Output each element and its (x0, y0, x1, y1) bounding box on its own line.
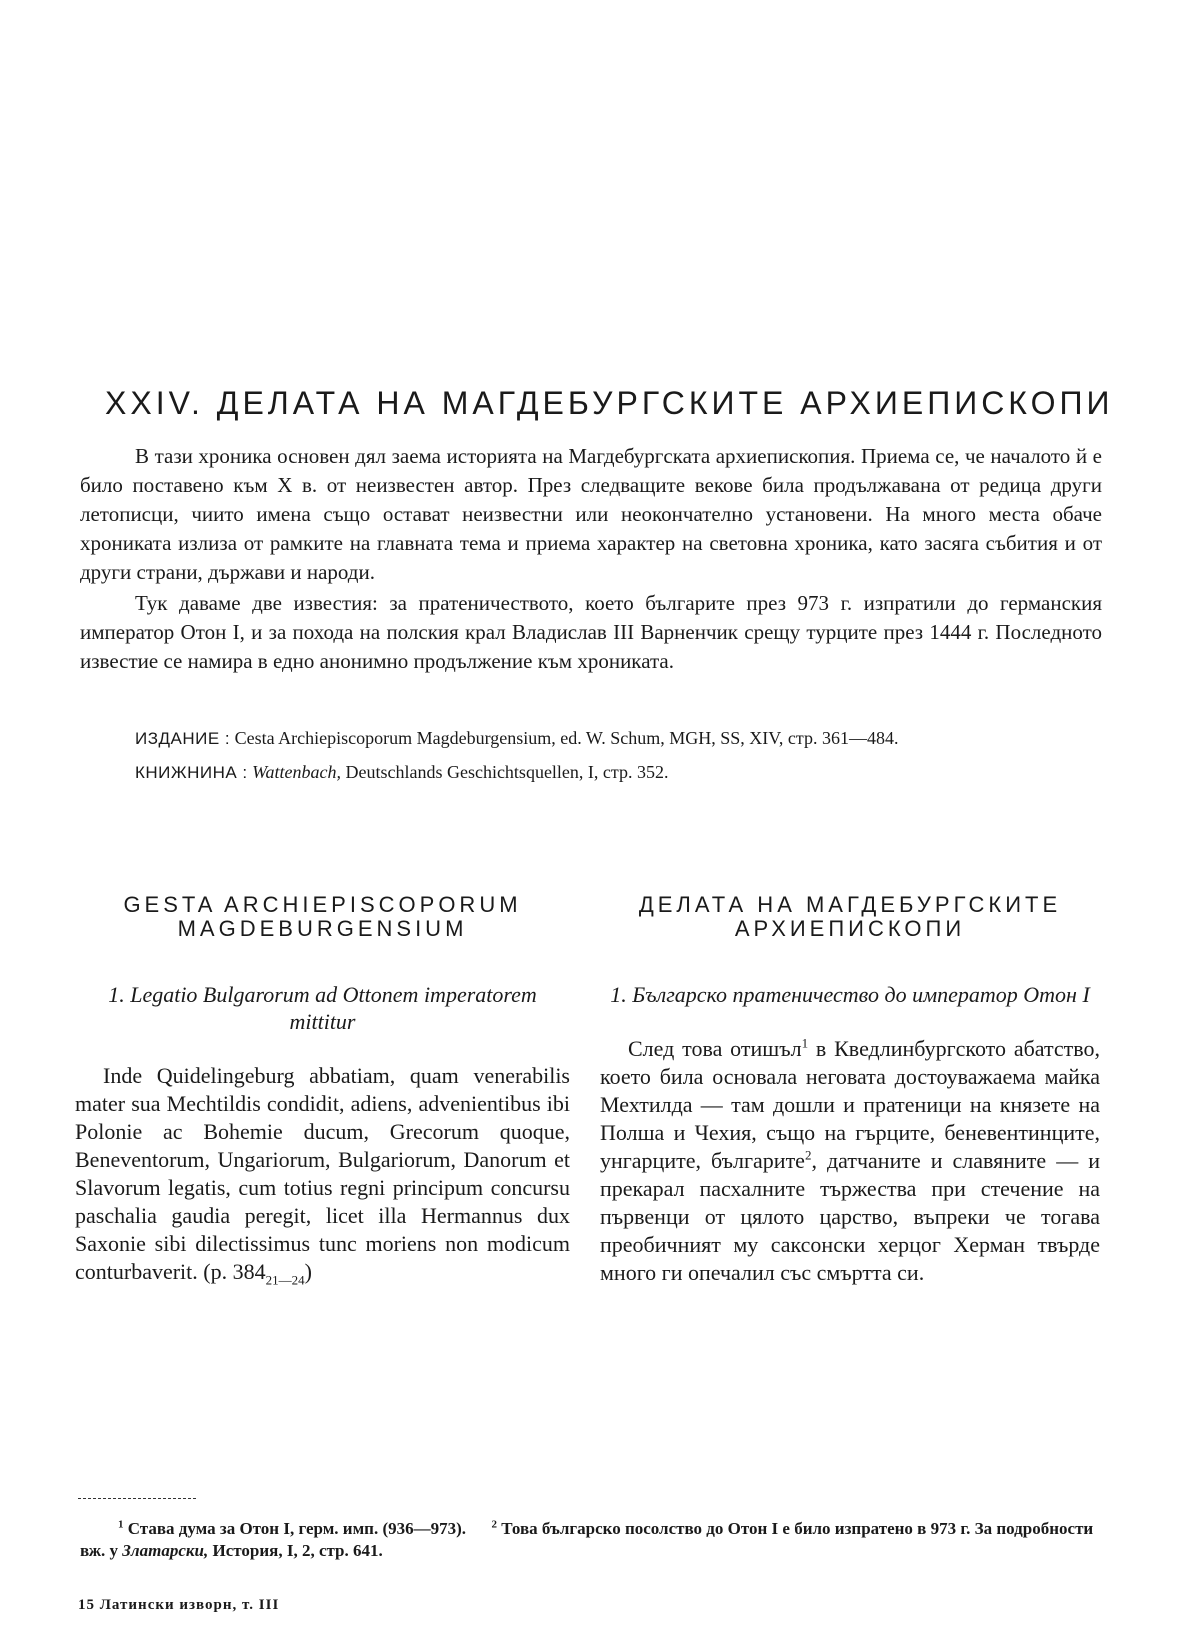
latin-text (75, 1062, 570, 1286)
footnotes (80, 1513, 1105, 1562)
chapter-title: XXIV. ДЕЛАТА НА МАГДЕБУРГСКИТЕ АРХИЕПИСКОПИ (105, 385, 1114, 421)
chapter-introduction (80, 442, 1102, 676)
footnote-text: История, I, 2, стр. 641. (208, 1540, 383, 1560)
edition-reference (135, 728, 1095, 749)
latin-citation (203, 1259, 312, 1288)
footnote-number: 2 (491, 1518, 498, 1530)
latin-column (75, 893, 570, 1286)
footnote-divider (78, 1498, 196, 1499)
bulgarian-body: След това отишъл (628, 1036, 802, 1061)
running-footer: 15 Латински изворн, т. III (78, 1597, 280, 1613)
latin-heading-line: MAGDEBURGENSIUM (177, 916, 468, 941)
footnote-marker[interactable]: 2 (804, 1147, 812, 1163)
intro-paragraph: В тази хроника основен дял заема историята на Магдебургската архиепископия. Приема се, че началото й е било поставено към X в. от неизвестен автор. През следващите векове била продължавана от редица други летописци, чиито имена също остават неизвестни или неокончателно установени. На много места обаче хрониката излиза от рамките на главната тема и приема характер на световна хроника, като засяга събития и от други страни, държави и народи. (80, 444, 1102, 584)
bulgarian-body: , датчаните и славяните — и прекарал пасхалните тържества при стечение на първенци от цялото царство, въпреки че тогава преобичният му саксонски херцог Херман твърде много ги опечалил със смъртта си. (600, 1148, 1100, 1285)
citation-suffix: ) (304, 1259, 312, 1284)
citation-lines: 21—24 (265, 1272, 305, 1288)
bulgarian-column-heading (600, 893, 1100, 941)
footnote-text: Става дума за Отон I, герм. имп. (936—973). (127, 1518, 467, 1538)
intro-paragraph: Тук даваме две известия: за пратеничеството, което българите през 973 г. изпратили до германския император Отон I, и за похода на полския крал Владислав III Варненчик срещу турците през 1444 г. Последното известие се намира в едно анонимно продължение към хрониката. (80, 591, 1102, 673)
footnote-text: Това българско посолство до Отон I е било изпратено в 973 г. За подробности вж. у (80, 1518, 1094, 1560)
bulgarian-heading-line: ДЕЛАТА НА МАГДЕБУРГСКИТЕ (638, 892, 1062, 917)
bulgarian-section-title: 1. Българско пратеничество до император Отон I (610, 982, 1090, 1007)
citation-prefix: (p. 384 (203, 1259, 266, 1284)
literature-text: Deutschlands Geschichtsquellen, I, стр. 352. (345, 762, 669, 782)
literature-author: Wattenbach, (252, 762, 341, 782)
bulgarian-column (600, 893, 1100, 1287)
latin-heading-line: GESTA ARCHIEPISCOPORUM (123, 892, 522, 917)
bulgarian-body: в Кведлинбургското абатство, което била основала неговата достоуважаема майка Мехтилда — там дошли и пратеници на князете на Полша и Чехия, също на гърците, беневентинците, унгарците, българите (600, 1036, 1100, 1173)
bulgarian-heading-line: АРХИЕПИСКОПИ (734, 916, 966, 941)
literature-label: КНИЖНИНА : (135, 763, 248, 782)
footnote-author: Златарски, (122, 1540, 209, 1560)
footnote-1 (80, 1519, 466, 1538)
latin-section-title: 1. Legatio Bulgarorum ad Ottonem imperatorem mittitur (108, 982, 537, 1034)
bulgarian-text (600, 1035, 1100, 1287)
literature-reference (135, 762, 1095, 783)
edition-text: Cesta Archiepiscoporum Magdeburgensium, ed. W. Schum, MGH, SS, XIV, стр. 361—484. (234, 728, 899, 748)
footnote-number: 1 (118, 1518, 124, 1530)
footnote-marker[interactable]: 1 (801, 1035, 809, 1051)
edition-label: ИЗДАНИЕ : (135, 729, 231, 748)
latin-column-heading (75, 893, 570, 941)
latin-body: Inde Quidelingeburg abbatiam, quam venerabilis mater sua Mechtildis condidit, adiens, advenientibus ibi Polonie ac Bohemie ducum, Grecorum quoque, Beneventorum, Ungariorum, Bulgariorum, Danorum et Slavorum legatis, cum totius regni principum concursu paschalia gaudia peregit, licet illa Hermannus dux Saxonie sibi dilectissimus tunc moriens non modicum conturbaverit. (75, 1063, 570, 1284)
